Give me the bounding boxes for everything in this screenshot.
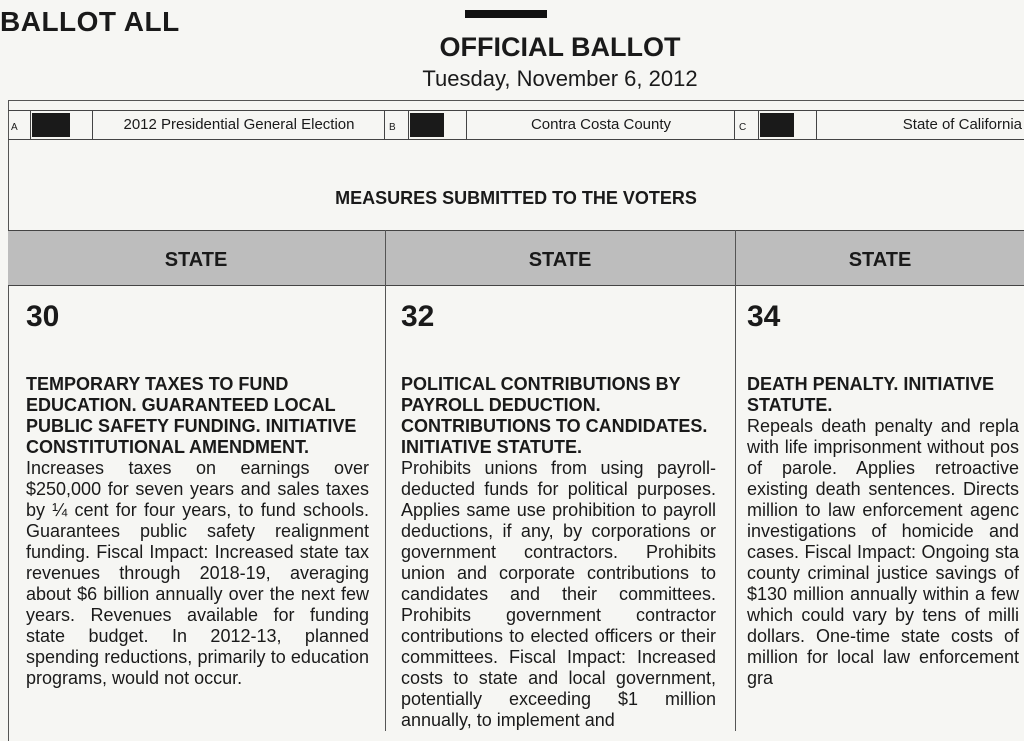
card-b-letter: B xyxy=(389,122,396,133)
measure-title: POLITICAL CONTRIBUTIONS BY PAYROLL DEDUCTION. CONTRIBUTIONS TO CANDIDATES. INITIATIVE STATUTE. xyxy=(401,374,708,457)
card-b-letter-cell xyxy=(386,111,409,139)
card-a-letter: A xyxy=(11,122,18,133)
card-c-timing-mark xyxy=(760,113,794,137)
ballot-title: OFFICIAL BALLOT xyxy=(439,32,681,62)
measure-title: DEATH PENALTY. INITIATIVE STATUTE. xyxy=(747,374,995,415)
card-header-row xyxy=(8,110,1024,140)
card-b-label: Contra Costa County xyxy=(468,111,735,139)
corner-title: BALLOT ALL xyxy=(0,6,180,37)
measure-column-30 xyxy=(26,300,369,689)
ballot-top-marker xyxy=(465,10,547,18)
measure-number: 30 xyxy=(26,300,60,333)
card-c-spacer xyxy=(796,111,817,139)
card-b-timing-mark xyxy=(410,113,444,137)
measure-column-32 xyxy=(401,300,716,731)
card-a-label: 2012 Presidential General Election xyxy=(94,111,385,139)
card-c-letter-cell xyxy=(736,111,759,139)
measure-number: 32 xyxy=(401,300,435,333)
category-label-2: STATE xyxy=(528,249,592,271)
card-a-timing-mark xyxy=(32,113,70,137)
category-label-1: STATE xyxy=(164,249,228,271)
category-label-3: STATE xyxy=(848,249,912,271)
measure-description: Increases taxes on earnings over $250,000 for seven years and sales taxes by ¼ cent for four years, to fund schools. Guarantees public safety realignment funding. Fiscal Impact: Increased state tax revenues through 2018-19, averaging about $6 billion annually over the next few years. Revenues available for funding state budget. In 2012-13, planned spending reductions, primarily to education programs, would not occur. xyxy=(26,458,369,688)
measure-column-34 xyxy=(747,300,1019,689)
card-a-letter-cell xyxy=(8,111,31,139)
card-a-spacer xyxy=(72,111,93,139)
ballot-date: Tuesday, November 6, 2012 xyxy=(422,66,698,91)
category-band xyxy=(8,230,1024,286)
measure-description: Repeals death penalty and repla with life imprisonment without pos of parole. Applies retroactive existing death sentences. Directs million to law enforcement agenc investigations of homicide and cases. Fiscal Impact: Ongoing sta county criminal justice savings of $130 million annually within a few which could vary by tens of milli dollars. One-time state costs of million for local law enforcement gra xyxy=(747,416,1019,688)
column-divider-2 xyxy=(735,230,736,731)
column-divider-1 xyxy=(385,230,386,731)
measure-title: TEMPORARY TAXES TO FUND EDUCATION. GUARANTEED LOCAL PUBLIC SAFETY FUNDING. INITIATIVE CONSTITUTIONAL AMENDMENT. xyxy=(26,374,357,457)
measure-number: 34 xyxy=(747,300,781,333)
measures-heading: MEASURES SUBMITTED TO THE VOTERS xyxy=(335,188,697,208)
measure-description: Prohibits unions from using payroll-deducted funds for political purposes. Applies same use prohibition to payroll deductions, if any, by corporations or government contractors. Prohibits union and corporate contributions to candidates and their committees. Prohibits government contractor contributions to elected officers or their committees. Fiscal Impact: Increased costs to state and local government, potentially exceeding $1 million annually, to implement and xyxy=(401,458,716,730)
card-b-spacer xyxy=(446,111,467,139)
card-c-letter: C xyxy=(739,122,747,133)
card-c-label: State of California xyxy=(902,116,1022,133)
